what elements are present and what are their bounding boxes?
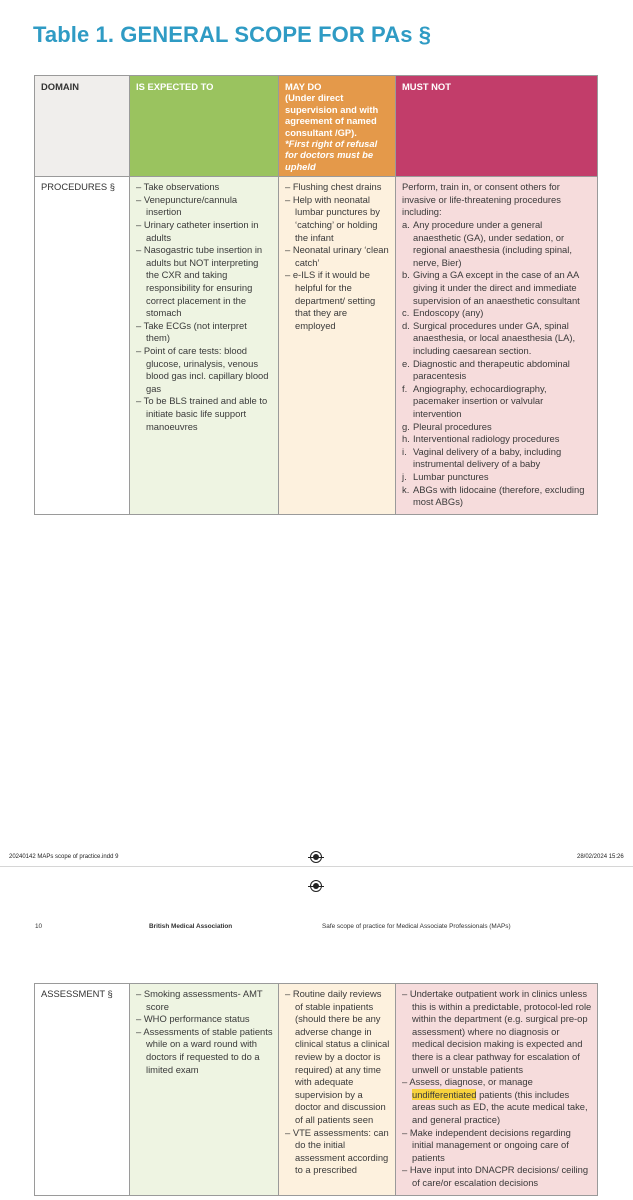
list-item-text: patients (this includes areas such as ED, the acute medical take, and general practice) — [412, 1088, 588, 1125]
list-item-letter: b. — [402, 269, 410, 281]
assessment-expected-list — [136, 988, 273, 1076]
procedures-must-not-list — [402, 219, 592, 509]
list-item — [402, 269, 592, 307]
list-item-letter: j. — [402, 470, 407, 482]
list-item-letter: e. — [402, 357, 410, 369]
table-header-row — [35, 76, 598, 177]
table-row-procedures — [35, 177, 598, 514]
list-item — [402, 320, 592, 358]
procedures-may-do-list — [285, 181, 390, 332]
table-row-assessment — [35, 984, 598, 1196]
page-title: Table 1. GENERAL SCOPE FOR PAs § — [33, 22, 432, 47]
document-title: Safe scope of practice for Medical Associate Professionals (MAPs) — [322, 923, 511, 930]
list-item-letter: d. — [402, 319, 410, 331]
highlighted-text: undifferentiated — [412, 1088, 477, 1100]
list-item — [402, 1076, 592, 1126]
list-item: – Nasogastric tube insertion in adults but NOT interpreting the CXR and taking responsibility for ensuring correct placement in the stomach — [136, 244, 273, 320]
list-item-text: Make independent decisions regarding initial management or ongoing care of patients — [409, 1126, 571, 1163]
registration-mark-icon — [310, 880, 322, 892]
list-item-text: Have input into DNACPR decisions/ ceiling of care/or escalation decisions — [409, 1164, 589, 1188]
assessment-must-not-list — [402, 988, 592, 1190]
list-item — [402, 383, 592, 421]
list-item: – Neonatal urinary ‘clean catch’ — [285, 244, 390, 269]
list-item-text: Pleural procedures — [413, 420, 492, 432]
print-date: 28/02/2024 15:26 — [577, 854, 624, 860]
list-item-letter: h. — [402, 433, 410, 445]
list-item-text: Assess, diagnose, or manage — [409, 1076, 533, 1088]
page-number: 10 — [35, 923, 43, 930]
header-may-do-note: *First right of refusal for doctors must be upheld — [285, 138, 378, 172]
registration-mark-icon — [310, 851, 322, 863]
list-item-text: Lumbar punctures — [413, 470, 489, 482]
list-item: – Smoking assessments- AMT score — [136, 988, 273, 1013]
print-slug-bar — [0, 836, 633, 867]
list-item: – Flushing chest drains — [285, 181, 390, 194]
procedures-must-not-cell — [396, 177, 598, 514]
list-item: – WHO performance status — [136, 1013, 273, 1026]
scope-table-continued — [34, 983, 598, 1196]
list-item — [402, 446, 592, 471]
list-item-text: Undertake outpatient work in clinics unless this is within a predictable, protocol-led role within the department (e.g. surgical pre-op assessment) where no diagnosis or medical decision making is expected and there is a clear pathway for escalation of unwell or unstable patients — [409, 988, 592, 1075]
list-item: – To be BLS trained and able to initiate basic life support manoeuvres — [136, 395, 273, 433]
list-item: – Urinary catheter insertion in adults — [136, 219, 273, 244]
list-item-text: Diagnostic and therapeutic abdominal paracentesis — [413, 357, 570, 382]
assessment-may-do-list — [285, 988, 390, 1177]
list-item — [402, 433, 592, 446]
list-item: – e-ILS if it would be helpful for the department/ setting that they are employed — [285, 269, 390, 332]
procedures-expected-list — [136, 181, 273, 433]
list-item: – Point of care tests: blood glucose, urinalysis, venous blood gas incl. capillary blood gas — [136, 345, 273, 395]
publisher-name: British Medical Association — [149, 923, 233, 930]
list-item: – Venepuncture/cannula insertion — [136, 194, 273, 219]
list-item — [402, 988, 592, 1076]
scope-table — [34, 75, 598, 515]
list-item-text: Giving a GA except in the case of an AA giving it under the direct and immediate supervision of an anaesthetic consultant — [413, 269, 580, 306]
list-item — [402, 421, 592, 434]
list-item-letter: c. — [402, 307, 410, 319]
list-item-text: Surgical procedures under GA, spinal anaesthesia, or local anaesthesia (LA), including caesarean section. — [413, 319, 576, 356]
domain-assessment: ASSESSMENT § — [35, 984, 130, 1196]
list-item — [402, 307, 592, 320]
list-item-letter: k. — [402, 483, 410, 495]
list-item-text: Endoscopy (any) — [413, 307, 484, 319]
assessment-expected-cell — [130, 984, 279, 1196]
list-item — [402, 1164, 592, 1189]
domain-procedures: PROCEDURES § — [35, 177, 130, 514]
list-item — [402, 484, 592, 509]
list-item: – Take ECGs (not interpret them) — [136, 320, 273, 345]
list-item-letter: g. — [402, 420, 410, 432]
list-item — [402, 219, 592, 269]
list-item-text: ABGs with lidocaine (therefore, excluding most ABGs) — [413, 483, 585, 508]
procedures-expected-cell — [130, 177, 279, 514]
list-item-text: Any procedure under a general anaesthetic (GA), under sedation, or regional anaesthesia (including spinal, nerve, Bier) — [413, 219, 572, 268]
header-expected: IS EXPECTED TO — [130, 76, 279, 177]
assessment-may-do-cell — [279, 984, 396, 1196]
list-item-text: Angiography, echocardiography, pacemaker insertion or valvular intervention — [413, 382, 547, 419]
header-may-do-sub: (Under direct supervision and with agreement of named consultant /GP). — [285, 92, 379, 138]
list-item: – Routine daily reviews of stable inpatients (should there be any adverse change in clinical status a clinical review by a doctor is required) at any time with adequate supervision by a doctor and discussion of all patients seen — [285, 988, 390, 1127]
list-item — [402, 471, 592, 484]
list-item-letter: i. — [402, 445, 407, 457]
list-item-letter: f. — [402, 382, 408, 394]
header-may-do-label: MAY DO — [285, 81, 322, 92]
procedures-may-do-cell — [279, 177, 396, 514]
print-file-name: 20240142 MAPs scope of practice.indd 9 — [9, 854, 119, 860]
list-item-letter: a. — [402, 219, 410, 231]
header-must-not: MUST NOT — [396, 76, 598, 177]
list-item — [402, 358, 592, 383]
assessment-must-not-cell — [396, 984, 598, 1196]
list-item: – Help with neonatal lumbar punctures by ‘catching’ or holding the infant — [285, 194, 390, 244]
procedures-must-not-intro: Perform, train in, or consent others for invasive or life-threatening procedures including: — [402, 181, 561, 218]
list-item-text: Interventional radiology procedures — [413, 433, 560, 445]
list-item-text: Vaginal delivery of a baby, including instrumental delivery of a baby — [413, 445, 562, 470]
list-item: – VTE assessments: can do the initial assessment according to a prescribed — [285, 1127, 390, 1177]
list-item: – Assessments of stable patients while on a ward round with doctors if requested to do a limited exam — [136, 1026, 273, 1076]
header-domain: DOMAIN — [35, 76, 130, 177]
header-may-do — [279, 76, 396, 177]
list-item: – Take observations — [136, 181, 273, 194]
list-item — [402, 1127, 592, 1165]
